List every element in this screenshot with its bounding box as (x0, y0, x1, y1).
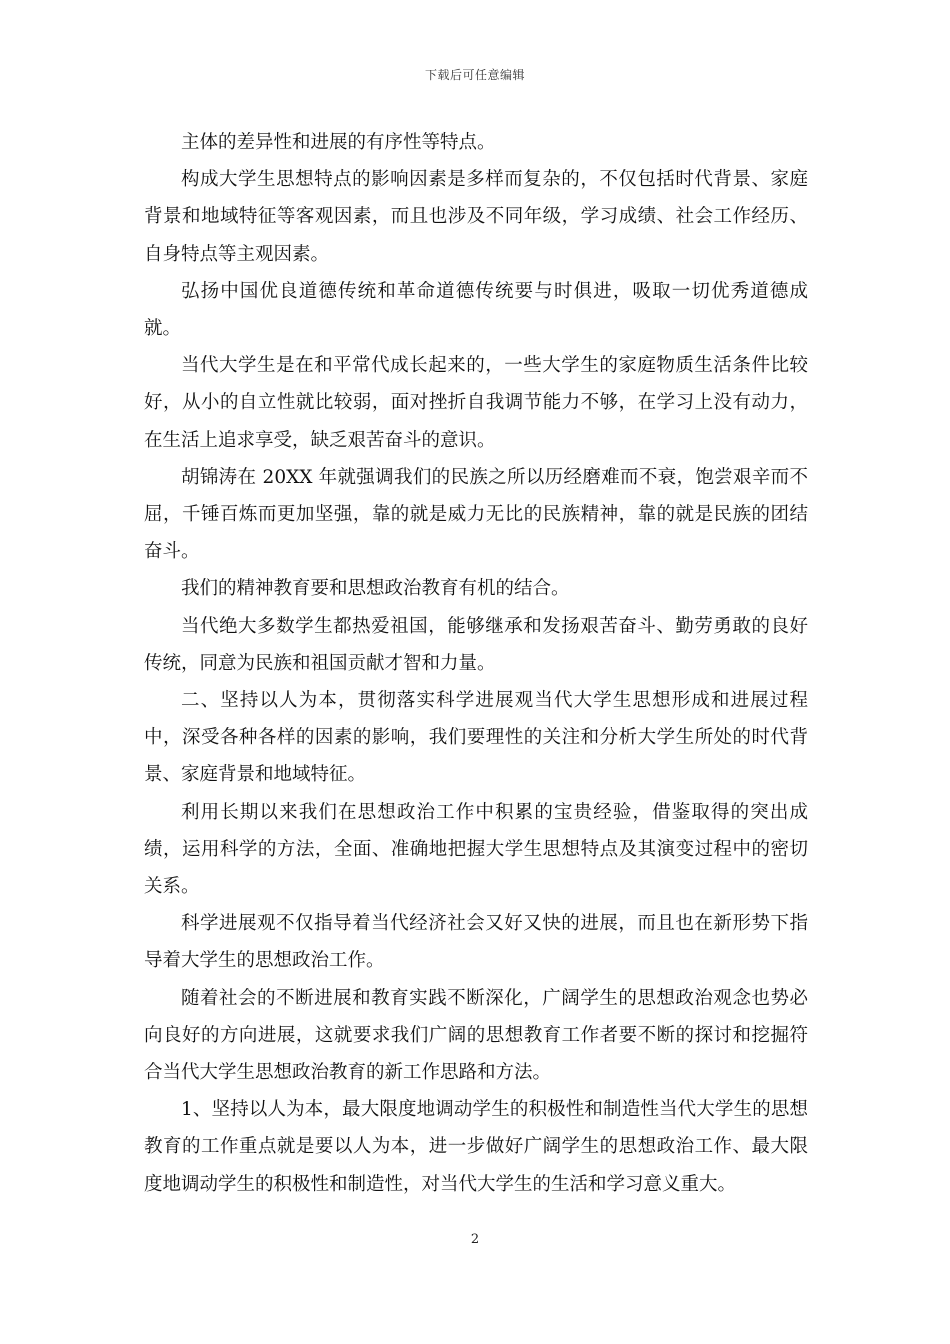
paragraph-12: 1、坚持以人为本，最大限度地调动学生的积极性和制造性当代大学生的思想教育的工作重点就是要以人为本，进一步做好广阔学生的思想政治工作、最大限度地调动学生的积极性和制造性，对当代大学生的生活和学习意义重大。 (144, 1099, 808, 1195)
paragraph-10: 科学进展观不仅指导着当代经济社会又好又快的进展，而且也在新形势下指导着大学生的思想政治工作。 (144, 913, 808, 972)
paragraph-9: 利用长期以来我们在思想政治工作中积累的宝贵经验，借鉴取得的突出成绩，运用科学的方法，全面、准确地把握大学生思想特点及其演变过程中的密切关系。 (144, 801, 808, 898)
paragraph-5: 胡锦涛在 20XX 年就强调我们的民族之所以历经磨难而不衰，饱尝艰辛而不屈，千锤百炼而更加坚强，靠的就是威力无比的民族精神，靠的就是民族的团结奋斗。 (144, 466, 808, 563)
paragraph-3: 弘扬中国优良道德传统和革命道德传统要与时俱进，吸取一切优秀道德成就。 (144, 280, 808, 340)
document-body (144, 124, 808, 1203)
paragraph-1: 主体的差异性和进展的有序性等特点。 (181, 132, 496, 153)
paragraph-4: 当代大学生是在和平常代成长起来的，一些大学生的家庭物质生活条件比较好，从小的自立性就比较弱，面对挫折自我调节能力不够，在学习上没有动力，在生活上追求享受，缺乏艰苦奋斗的意识。 (144, 355, 808, 451)
paragraph-11: 随着社会的不断进展和教育实践不断深化，广阔学生的思想政治观念也势必向良好的方向进展，这就要求我们广阔的思想教育工作者要不断的探讨和挖掘符合当代大学生思想政治教育的新工作思路和方法。 (144, 987, 808, 1084)
page-number: 2 (470, 1232, 480, 1247)
paragraph-7: 当代绝大多数学生都热爱祖国，能够继承和发扬艰苦奋斗、勤劳勇敢的良好传统，同意为民族和祖国贡献才智和力量。 (144, 615, 808, 674)
page-header: 下载后可任意编辑 (424, 68, 525, 82)
paragraph-8: 二、坚持以人为本，贯彻落实科学进展观当代大学生思想形成和进展过程中，深受各种各样的因素的影响，我们要理性的关注和分析大学生所处的时代背景、家庭背景和地域特征。 (144, 690, 808, 786)
paragraph-2: 构成大学生思想特点的影响因素是多样而复杂的，不仅包括时代背景、家庭背景和地域特征等客观因素，而且也涉及不同年级，学习成绩、社会工作经历、自身特点等主观因素。 (144, 169, 808, 265)
paragraph-6: 我们的精神教育要和思想政治教育有机的结合。 (181, 578, 570, 600)
